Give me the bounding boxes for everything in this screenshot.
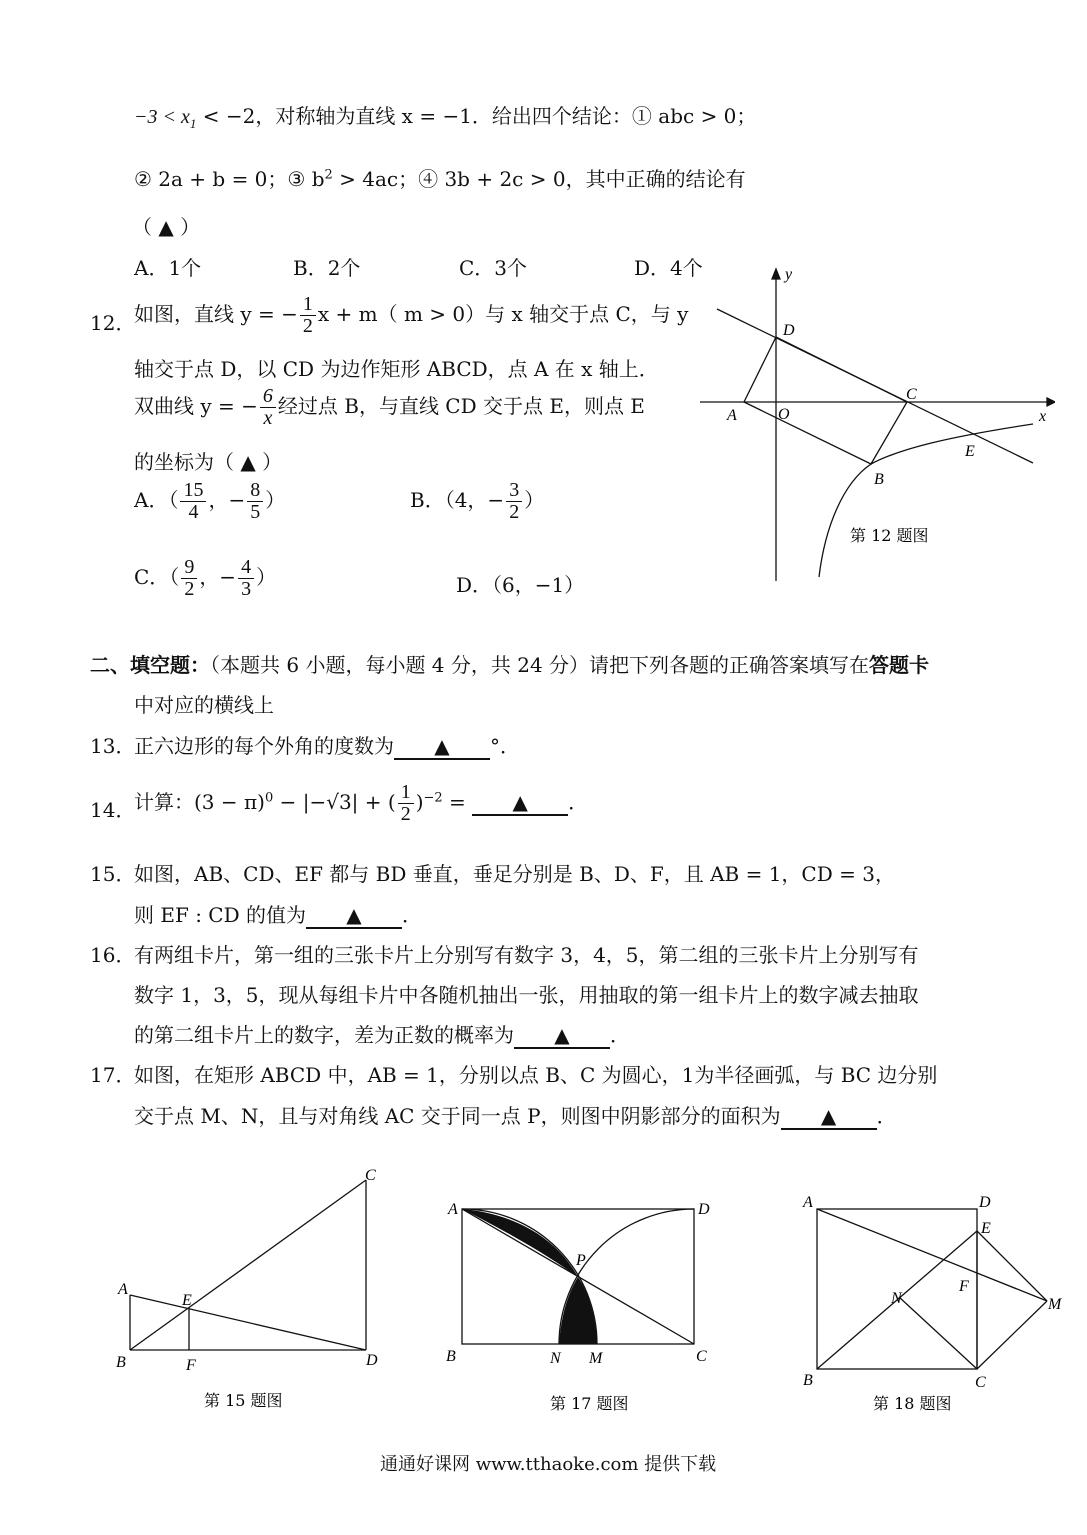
fig17-caption: 第 17 题图 bbox=[550, 1394, 629, 1413]
q12-optC-d1: 2 bbox=[184, 578, 195, 600]
fig15-label-b: B bbox=[116, 1354, 126, 1371]
q15-number: 15． bbox=[90, 862, 136, 886]
section2-bold-word: 答题卡 bbox=[869, 653, 930, 677]
q12-optB-pre: B．（4，− bbox=[410, 488, 505, 512]
q11-line1 bbox=[134, 104, 756, 132]
q14-eq: = bbox=[442, 790, 473, 814]
q12-optA-post: ） bbox=[265, 488, 286, 512]
q11-line1-b: < −2，对称轴为直线 x = −1．给出四个结论：① abc > 0； bbox=[196, 104, 757, 128]
fig18-label-n: N bbox=[891, 1290, 902, 1307]
q12-optA-d2: 5 bbox=[250, 501, 261, 523]
fig17-label-m: M bbox=[589, 1350, 603, 1367]
q11-line2-b: > 4ac；④ 3b + 2c > 0，其中正确的结论有 bbox=[332, 167, 746, 191]
q14-suffix: ． bbox=[568, 790, 589, 814]
fig18-cm bbox=[977, 1301, 1047, 1369]
fig12-label-o: O bbox=[778, 406, 790, 423]
q12-l1-b: x + m（ m > 0）与 x 轴交于点 C，与 y bbox=[317, 302, 689, 326]
q12-line1 bbox=[134, 294, 688, 337]
fig15-ad bbox=[130, 1295, 366, 1350]
fig12-x-arrow bbox=[1047, 398, 1055, 406]
q14-line bbox=[134, 782, 588, 825]
q12-optA-pre: A．（ bbox=[134, 488, 179, 512]
q16-suffix: ． bbox=[610, 1023, 630, 1047]
q12-line3 bbox=[134, 386, 645, 429]
fig18-label-c: C bbox=[975, 1374, 986, 1391]
q12-option-c bbox=[134, 557, 276, 600]
q11-line1-a: −3 < x bbox=[134, 106, 190, 128]
q14-blank: ▲ bbox=[472, 790, 568, 816]
q17-number: 17． bbox=[90, 1063, 136, 1087]
q12-l3-b: 经过点 B，与直线 CD 交于点 E，则点 E bbox=[277, 394, 645, 418]
fig12-label-b: B bbox=[874, 471, 884, 488]
q14-frac bbox=[398, 782, 414, 825]
q16-l3: 的第二组卡片上的数字，差为正数的概率为 bbox=[134, 1023, 514, 1047]
q17-suffix: ． bbox=[876, 1104, 897, 1128]
q11-line2-sup: 2 bbox=[324, 167, 333, 183]
q11-option-d: D．4个 bbox=[634, 256, 703, 280]
q12-optA-frac1 bbox=[180, 480, 206, 523]
fig17-label-n: N bbox=[550, 1350, 561, 1367]
q14-prefix: 计算：(3 − π) bbox=[134, 790, 265, 814]
q11-answer-paren: （ ▲ ） bbox=[132, 215, 201, 239]
fig12-rect bbox=[744, 337, 907, 464]
fig12-label-d: D bbox=[783, 322, 795, 339]
q15-blank: ▲ bbox=[306, 903, 402, 929]
fig15-label-a: A bbox=[118, 1281, 128, 1298]
fig17-shade-bottom bbox=[559, 1277, 597, 1344]
fig18-label-m: M bbox=[1048, 1296, 1062, 1313]
q17-line2 bbox=[134, 1104, 897, 1130]
fig18-nc bbox=[899, 1297, 977, 1369]
q13-blank: ▲ bbox=[394, 734, 490, 760]
q17-blank: ▲ bbox=[781, 1104, 877, 1130]
q14-sup2: −2 bbox=[423, 790, 443, 806]
fig12-label-a: A bbox=[727, 407, 737, 424]
fig18-caption: 第 18 题图 bbox=[873, 1394, 952, 1413]
fig18-label-d: D bbox=[979, 1194, 991, 1211]
q12-l1-frac bbox=[300, 294, 316, 337]
q13-number: 13． bbox=[90, 734, 136, 758]
q12-l1-frac-den: 2 bbox=[302, 315, 313, 337]
q12-optC-frac1 bbox=[181, 557, 197, 600]
q12-l3-a: 双曲线 y = − bbox=[134, 394, 258, 418]
q15-suffix: ． bbox=[401, 903, 422, 927]
footer: 通通好课网 www.tthaoke.com 提供下载 bbox=[380, 1454, 717, 1475]
fig15-label-d: D bbox=[366, 1352, 378, 1369]
q15-line1: 如图，AB、CD、EF 都与 BD 垂直，垂足分别是 B、D、F，且 AB = 1，CD = 3， bbox=[134, 862, 895, 886]
q16-line1: 有两组卡片，第一组的三张卡片上分别写有数字 3，4，5，第二组的三张卡片上分别写有 bbox=[134, 943, 919, 967]
fig12-label-y: y bbox=[785, 266, 793, 283]
q11-option-c: C．3个 bbox=[459, 256, 528, 280]
fig12-label-x: x bbox=[1039, 408, 1047, 425]
q16-line2: 数字 1，3，5，现从每组卡片中各随机抽出一张，用抽取的第一组卡片上的数字减去抽取 bbox=[134, 983, 919, 1007]
q12-optB-frac bbox=[506, 480, 522, 523]
q12-optA-n2: 8 bbox=[247, 480, 263, 502]
q12-l3-frac bbox=[260, 386, 276, 429]
q12-optC-n2: 4 bbox=[238, 557, 254, 579]
q13-line bbox=[134, 734, 520, 760]
q17-line1: 如图，在矩形 ABCD 中，AB = 1，分别以点 B、C 为圆心，1为半径画弧，与 BC 边分别 bbox=[134, 1063, 938, 1087]
q12-optC-frac2 bbox=[238, 557, 254, 600]
q12-optC-mid: ，− bbox=[199, 565, 237, 589]
q17-l2: 交于点 M、N，且与对角线 AC 交于同一点 P，则图中阴影部分的面积为 bbox=[134, 1104, 781, 1128]
fig15-caption: 第 15 题图 bbox=[204, 1391, 283, 1410]
fig18-label-f: F bbox=[959, 1278, 969, 1295]
fig15-label-f: F bbox=[186, 1357, 196, 1374]
fig18-label-e: E bbox=[981, 1220, 991, 1237]
fig17-label-b: B bbox=[446, 1348, 456, 1365]
q12-optC-pre: C．（ bbox=[134, 565, 180, 589]
q16-line3 bbox=[134, 1023, 630, 1049]
fig17-label-p: P bbox=[576, 1252, 586, 1269]
section2-heading bbox=[90, 653, 929, 677]
fig12-y-arrow bbox=[772, 269, 780, 279]
q14-mid: − |−√3| + ( bbox=[273, 790, 396, 814]
q12-l3-frac-den: x bbox=[263, 407, 273, 429]
q12-line2: 轴交于点 D，以 CD 为边作矩形 ABCD，点 A 在 x 轴上． bbox=[134, 357, 659, 381]
fig15-bc bbox=[130, 1180, 366, 1350]
q16-blank: ▲ bbox=[514, 1023, 610, 1049]
fig18-am bbox=[817, 1209, 1047, 1301]
q12-optB-n: 3 bbox=[506, 480, 522, 502]
fig17-label-a: A bbox=[448, 1201, 458, 1218]
q16-number: 16． bbox=[90, 943, 136, 967]
fig12 bbox=[695, 265, 1055, 585]
q12-optA-d1: 4 bbox=[188, 501, 199, 523]
q13-suffix: °． bbox=[490, 734, 520, 758]
q11-line2 bbox=[134, 167, 746, 191]
q12-optC-post: ） bbox=[256, 565, 277, 589]
fig15-label-e: E bbox=[182, 1292, 192, 1309]
q12-l1-a: 如图，直线 y = − bbox=[134, 302, 298, 326]
q13-text: 正六边形的每个外角的度数为 bbox=[134, 734, 394, 758]
q12-option-d: D．（6，−1） bbox=[456, 573, 585, 597]
fig15 bbox=[110, 1160, 400, 1420]
fig18-label-a: A bbox=[803, 1194, 813, 1211]
section2-line2: 中对应的横线上 bbox=[134, 693, 274, 717]
q11-line1-sub: 1 bbox=[189, 116, 197, 131]
q12-optC-d2: 3 bbox=[241, 578, 252, 600]
q15-l2: 则 EF : CD 的值为 bbox=[134, 903, 306, 927]
q12-optA-frac2 bbox=[247, 480, 263, 523]
q12-number: 12． bbox=[90, 311, 136, 335]
fig18-square bbox=[817, 1209, 977, 1369]
fig18-label-b: B bbox=[803, 1372, 813, 1389]
q12-line4: 的坐标为（ ▲ ） bbox=[134, 450, 283, 474]
fig12-caption: 第 12 题图 bbox=[850, 526, 929, 545]
fig17-label-d: D bbox=[698, 1201, 710, 1218]
q12-optC-n1: 9 bbox=[181, 557, 197, 579]
q11-option-a: A．1个 bbox=[134, 256, 202, 280]
q11-option-b: B．2个 bbox=[293, 256, 361, 280]
q12-optA-mid: ，− bbox=[208, 488, 246, 512]
q11-line2-a: ② 2a + b = 0；③ b bbox=[134, 167, 325, 191]
fig18-em bbox=[977, 1231, 1047, 1301]
q12-option-a bbox=[134, 480, 285, 523]
q14-frac-num: 1 bbox=[398, 782, 414, 804]
fig17 bbox=[440, 1185, 730, 1420]
q12-optA-n1: 15 bbox=[180, 480, 206, 502]
q12-l3-frac-num: 6 bbox=[260, 386, 276, 408]
fig18 bbox=[795, 1185, 1080, 1420]
q12-option-b bbox=[410, 480, 544, 523]
q15-line2 bbox=[134, 903, 422, 929]
q14-post: ) bbox=[415, 790, 424, 814]
q12-l1-frac-num: 1 bbox=[300, 294, 316, 316]
q12-optB-d: 2 bbox=[509, 501, 520, 523]
q14-frac-den: 2 bbox=[400, 803, 411, 825]
section2-desc: （本题共 6 小题，每小题 4 分，共 24 分）请把下列各题的正确答案填写在 bbox=[210, 653, 870, 677]
q14-sup0: 0 bbox=[264, 790, 274, 806]
section2-title: 二、填空题： bbox=[90, 653, 210, 677]
q14-number: 14． bbox=[90, 798, 136, 822]
fig17-label-c: C bbox=[696, 1348, 707, 1365]
fig15-label-c: C bbox=[365, 1167, 376, 1184]
q12-optB-post: ） bbox=[524, 488, 545, 512]
fig12-label-e: E bbox=[965, 443, 975, 460]
fig12-label-c: C bbox=[906, 386, 917, 403]
